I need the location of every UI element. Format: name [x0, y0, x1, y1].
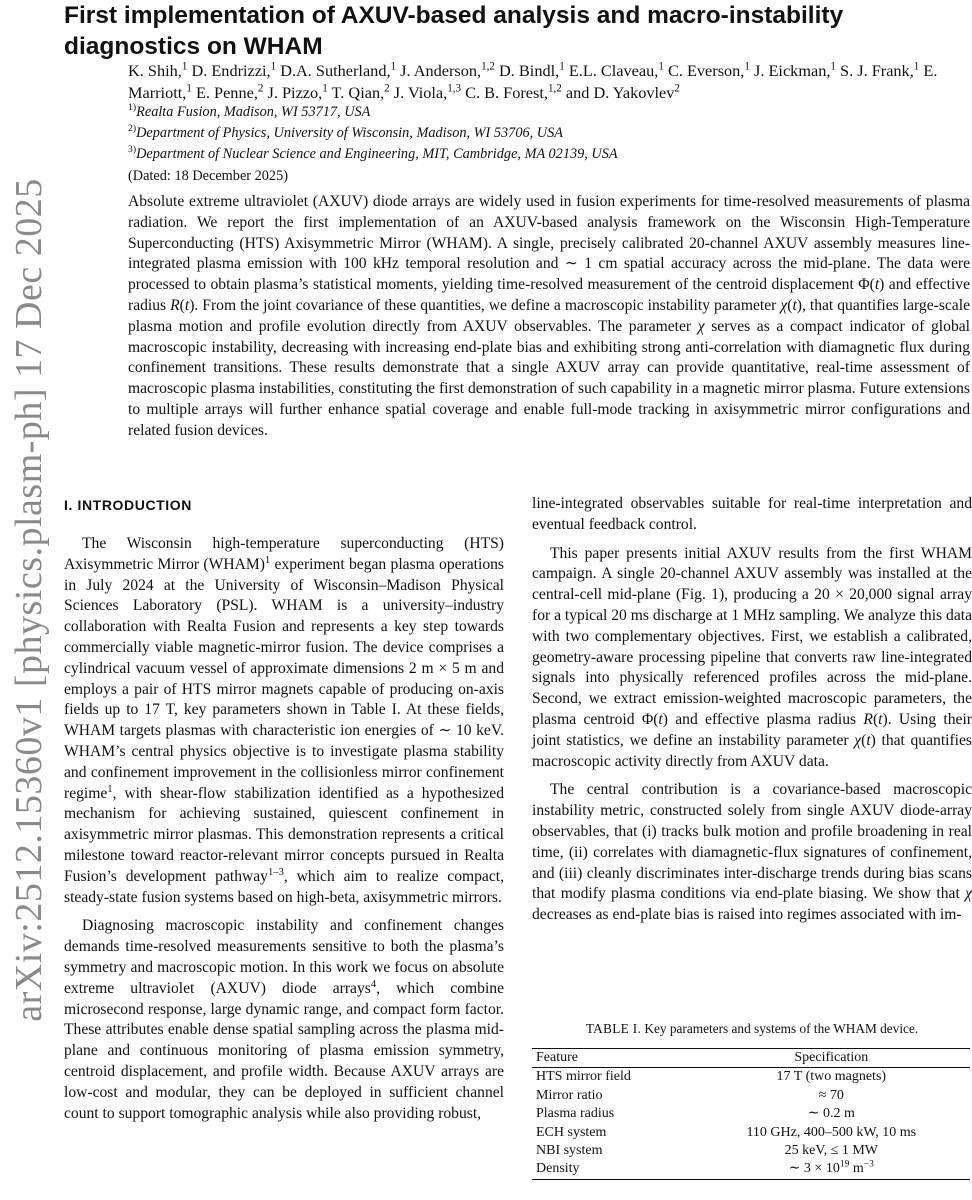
- table-cell-specification: ∼ 0.2 m: [807, 1106, 855, 1122]
- table-cell-feature: Plasma radius: [536, 1106, 615, 1122]
- table-row: [532, 1142, 970, 1160]
- table-cell-feature: Density: [536, 1161, 580, 1177]
- section-heading-introduction: I. INTRODUCTION: [64, 497, 192, 513]
- affiliation-list: [128, 102, 948, 165]
- arxiv-sidebar-stamp: [0, 0, 58, 1200]
- table-cell-specification: 25 keV, ≤ 1 MW: [784, 1143, 878, 1159]
- body-paragraph-continued: line-integrated observables suitable for real-time interpretation and eventual feedback control.: [532, 495, 972, 533]
- body-paragraph: This paper presents initial AXUV results from the first WHAM campaign. A single 20-channel AXUV assembly was installed at the central-cell mid-plane (Fig. 1), producing a 20 × 20,000 signal array for a typical 20 ms discharge at 1 MHz sampling. We analyze this data with two complementary objectives. First, we establish a calibrated, geometry-aware processing pipeline that converts raw line-integrated signals into physically referenced profiles across the mid-plane. Second, we extract emission-weighted macroscopic parameters, the plasma centroid Φ(t) and effective plasma radius R(t). Using their joint statistics, we define an instability parameter χ(t) that quantifies macroscopic activity directly from AXUV data.: [532, 544, 972, 770]
- affiliation-1: $^{1)}$Realta Fusion, Madison, WI 53717, USA: [128, 102, 371, 120]
- table-parameters: [532, 1020, 972, 1180]
- parameters-table: [532, 1048, 970, 1180]
- table-row: [532, 1160, 970, 1179]
- table-header-feature: Feature: [532, 1049, 693, 1068]
- table-cell-specification: ≈ 70: [818, 1087, 844, 1103]
- affiliation-3: $^{3)}$Department of Nuclear Science and Engineering, MIT, Cambridge, MA 02139, USA: [128, 144, 618, 162]
- table-cell-specification: 110 GHz, 400–500 kW, 10 ms: [746, 1124, 917, 1140]
- table-cell-feature: ECH system: [536, 1124, 607, 1140]
- table-cell-specification: ∼ $3 \times 10^{19}$ $m^{-3}$: [788, 1159, 874, 1177]
- table-cell-feature: HTS mirror field: [536, 1069, 631, 1085]
- table-row: [532, 1105, 970, 1123]
- table-caption: TABLE I. Key parameters and systems of the WHAM device.: [585, 1021, 919, 1036]
- body-paragraph: The central contribution is a covariance-based macroscopic instability metric, constructed solely from single AXUV diode-array observables, that (i) tracks bulk motion and profile broadening in real time, (ii) correlates with diamagnetic-flux signatures of confinement, and (iii) cleanly discriminates inter-discharge trends during bias scans that modify plasma conditions via end-plate biasing. We show that χ decreases as end-plate bias is raised into regimes associated with im-: [532, 781, 972, 924]
- table-cell-specification: 17 T (two magnets): [776, 1069, 887, 1085]
- arxiv-identifier: arXiv:2512.15360v1 [physics.plasm-ph] 17 Dec 2025: [8, 178, 50, 1022]
- table-cell-feature: NBI system: [536, 1143, 603, 1159]
- affiliation-2: $^{2)}$Department of Physics, University of Wisconsin, Madison, WI 53706, USA: [128, 123, 563, 141]
- table-header-specification: Specification: [693, 1049, 970, 1068]
- author-list: K. Shih,$^1$ D. Endrizzi,$^1$ D.A. Sutherland,$^1$ J. Anderson,$^{1,2}$ D. Bindl,$^1$ E.L. Claveau,$^1$ C. Everson,$^1$ J. Eickman,$^1$ S. J. Frank,$^1$ E. Marriott,$^1$ E. Penne,$^2$ J. Pizzo,$^1$ T. Qian,$^2$ J. Viola,$^{1,3}$ C. B. Forest,$^{1,2}$ and D. Yakovlev$^2$: [128, 60, 938, 102]
- right-column: [532, 494, 972, 934]
- table-row: [532, 1124, 970, 1142]
- abstract: Absolute extreme ultraviolet (AXUV) diode arrays are widely used in fusion experiments for time-resolved measurements of plasma radiation. We report the first implementation of an AXUV-based analysis framework on the Wisconsin High-Temperature Superconducting (HTS) Axisymmetric Mirror (WHAM). A single, precisely calibrated 20-channel AXUV assembly measures line-integrated plasma emission with 100 kHz temporal resolution and ∼ 1 cm spatial accuracy across the mid-plane. The data were processed to obtain plasma’s statistical moments, yielding time-resolved measurement of the centroid displacement Φ(t) and effective radius R(t). From the joint covariance of these quantities, we define a macroscopic instability parameter χ(t), that quantifies large-scale plasma motion and profile evolution directly from AXUV observables. The parameter χ serves as a compact indicator of global macroscopic instability, decreasing with increasing end-plate bias and exhibiting strong anti-correlation with diamagnetic flux during confinement transitions. These results demonstrate that a single AXUV array can provide quantitative, real-time assessment of macroscopic plasma instabilities, constituting the first demonstration of such capability in a magnetic mirror plasma. Future extensions to multiple arrays will further enhance spatial coverage and enable full-mode tracking in axisymmetric mirror configurations and related fusion devices.: [128, 193, 970, 439]
- table-header-row: [532, 1049, 970, 1068]
- body-paragraph: The Wisconsin high-temperature superconducting (HTS) Axisymmetric Mirror (WHAM)$^1$ experiment began plasma operations in July 2024 at the University of Wisconsin–Madison Physical Sciences Laboratory (PSL). WHAM is a university–industry collaboration with Realta Fusion and represents a key step towards commercially viable magnetic-mirror fusion. The device comprises a cylindrical vacuum vessel of approximate dimensions 2 m × 5 m and employs a pair of HTS mirror magnets capable of producing on-axis fields up to 17 T, key parameters shown in Table I. At these fields, WHAM targets plasmas with characteristic ion energies of ∼ 10 keV. WHAM’s central physics objective is to investigate plasma stability and confinement improvement in the collisionless mirror confinement regime$^1$, with shear-flow stabilization identified as a hypothesized mechanism for achieving sustained, quiescent confinement in axisymmetric mirror plasmas. This demonstration represents a critical milestone toward reactor-relevant mirror concepts pursued in Realta Fusion’s development pathway$^{1-3}$, which aim to realize compact, steady-state fusion systems based on high-beta, axisymmetric mirrors.: [64, 535, 505, 906]
- table-row: [532, 1087, 970, 1105]
- table-row: [532, 1068, 970, 1087]
- paper-title: First implementation of AXUV-based analysis and macro-instability diagnostics on WHAM: [64, 2, 844, 60]
- dated-line: (Dated: 18 December 2025): [128, 168, 288, 184]
- left-column: [64, 494, 504, 1132]
- table-cell-feature: Mirror ratio: [536, 1087, 603, 1103]
- body-paragraph: Diagnosing macroscopic instability and confinement changes demands time-resolved measurements sensitive to both the plasma’s symmetry and macroscopic motion. In this work we focus on absolute extreme ultraviolet (AXUV) diode arrays$^4$, which combine microsecond response, large dynamic range, and compact form factor. These attributes enable dense spatial sampling across the plasma mid-plane and continuous monitoring of plasma emission symmetry, centroid displacement, and profile width. Because AXUV arrays are low-cost and modular, they can be deployed in sufficient channel count to support tomographic analysis while also providing robust,: [64, 917, 504, 1122]
